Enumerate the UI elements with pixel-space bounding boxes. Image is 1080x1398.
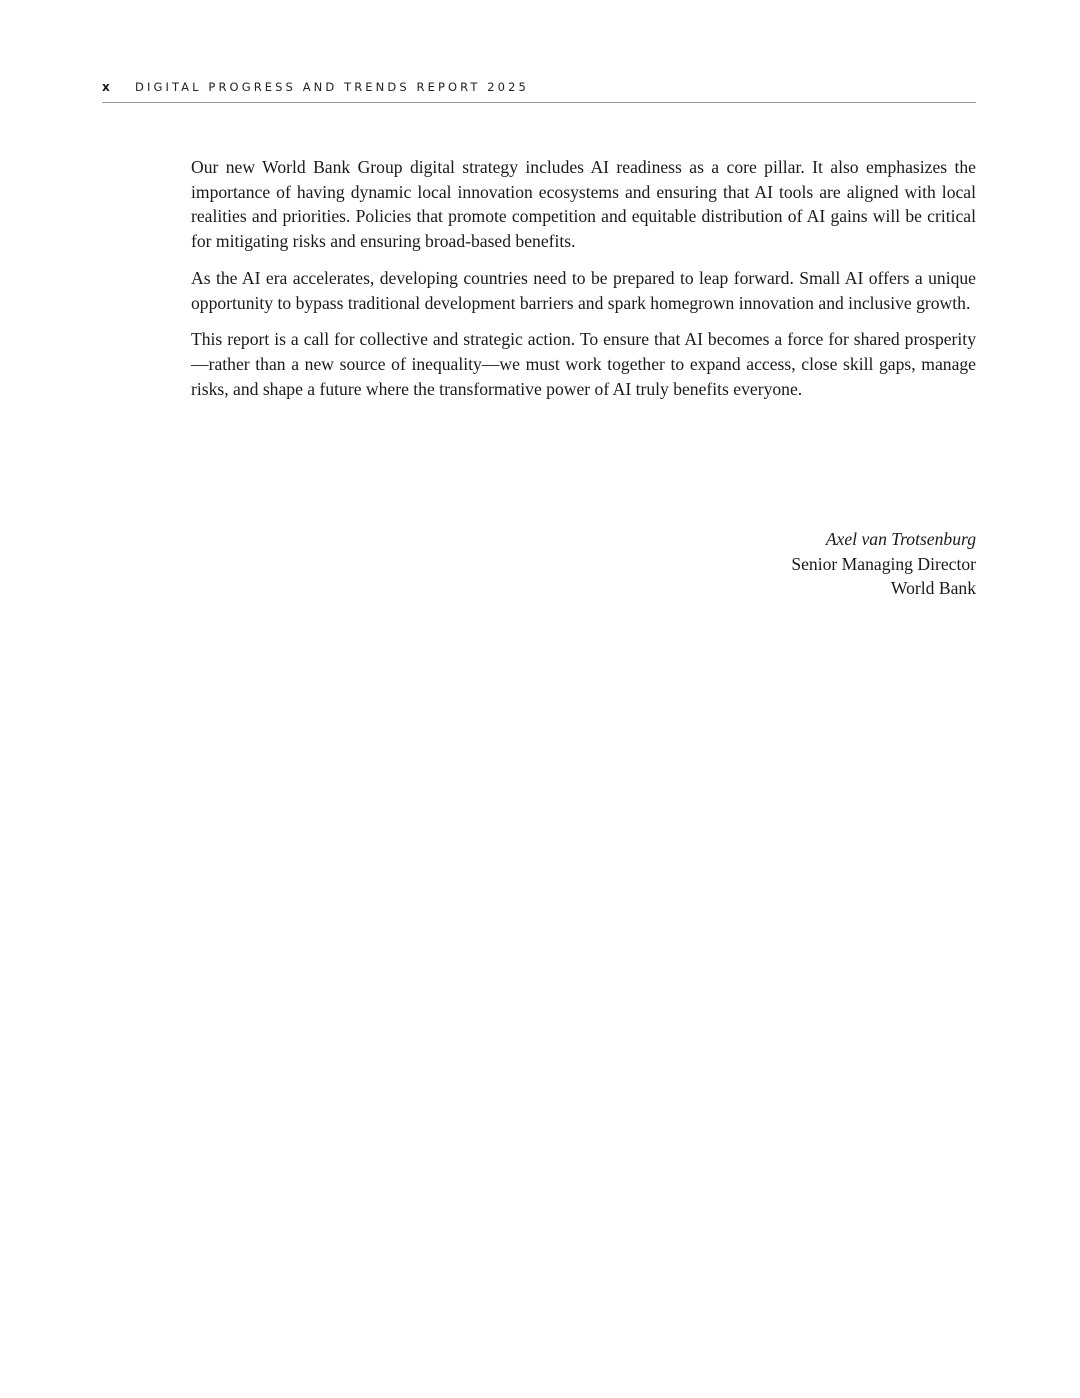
paragraph: This report is a call for collective and strategic action. To ensure that AI becomes a force for shared prosperity—rather than a new source of inequality—we must work together to expand access, close skill gaps, manage risks, and shape a future where the transformative power of AI truly benefits everyone. <box>191 329 976 399</box>
page-number: x <box>102 80 111 94</box>
running-header <box>102 78 976 103</box>
signatory-name: Axel van Trotsenburg <box>825 529 976 549</box>
signatory-title: Senior Managing Director <box>791 553 976 574</box>
signatory-organization: World Bank <box>890 578 976 599</box>
paragraph: Our new World Bank Group digital strategy includes AI readiness as a core pillar. It also emphasizes the importance of having dynamic local innovation ecosystems and ensuring that AI tools are aligned with local realities and priorities. Policies that promote competition and equitable distribution of AI gains will be critical for mitigating risks and ensuring broad-based benefits. <box>191 157 976 252</box>
paragraph: As the AI era accelerates, developing countries need to be prepared to leap forward. Small AI offers a unique opportunity to bypass traditional development barriers and spark homegrown innovation and inclusive growth. <box>191 267 976 313</box>
report-title: DIGITAL PROGRESS AND TRENDS REPORT 2025 <box>135 80 529 94</box>
foreword-body <box>191 155 976 413</box>
signature-block <box>791 527 976 601</box>
